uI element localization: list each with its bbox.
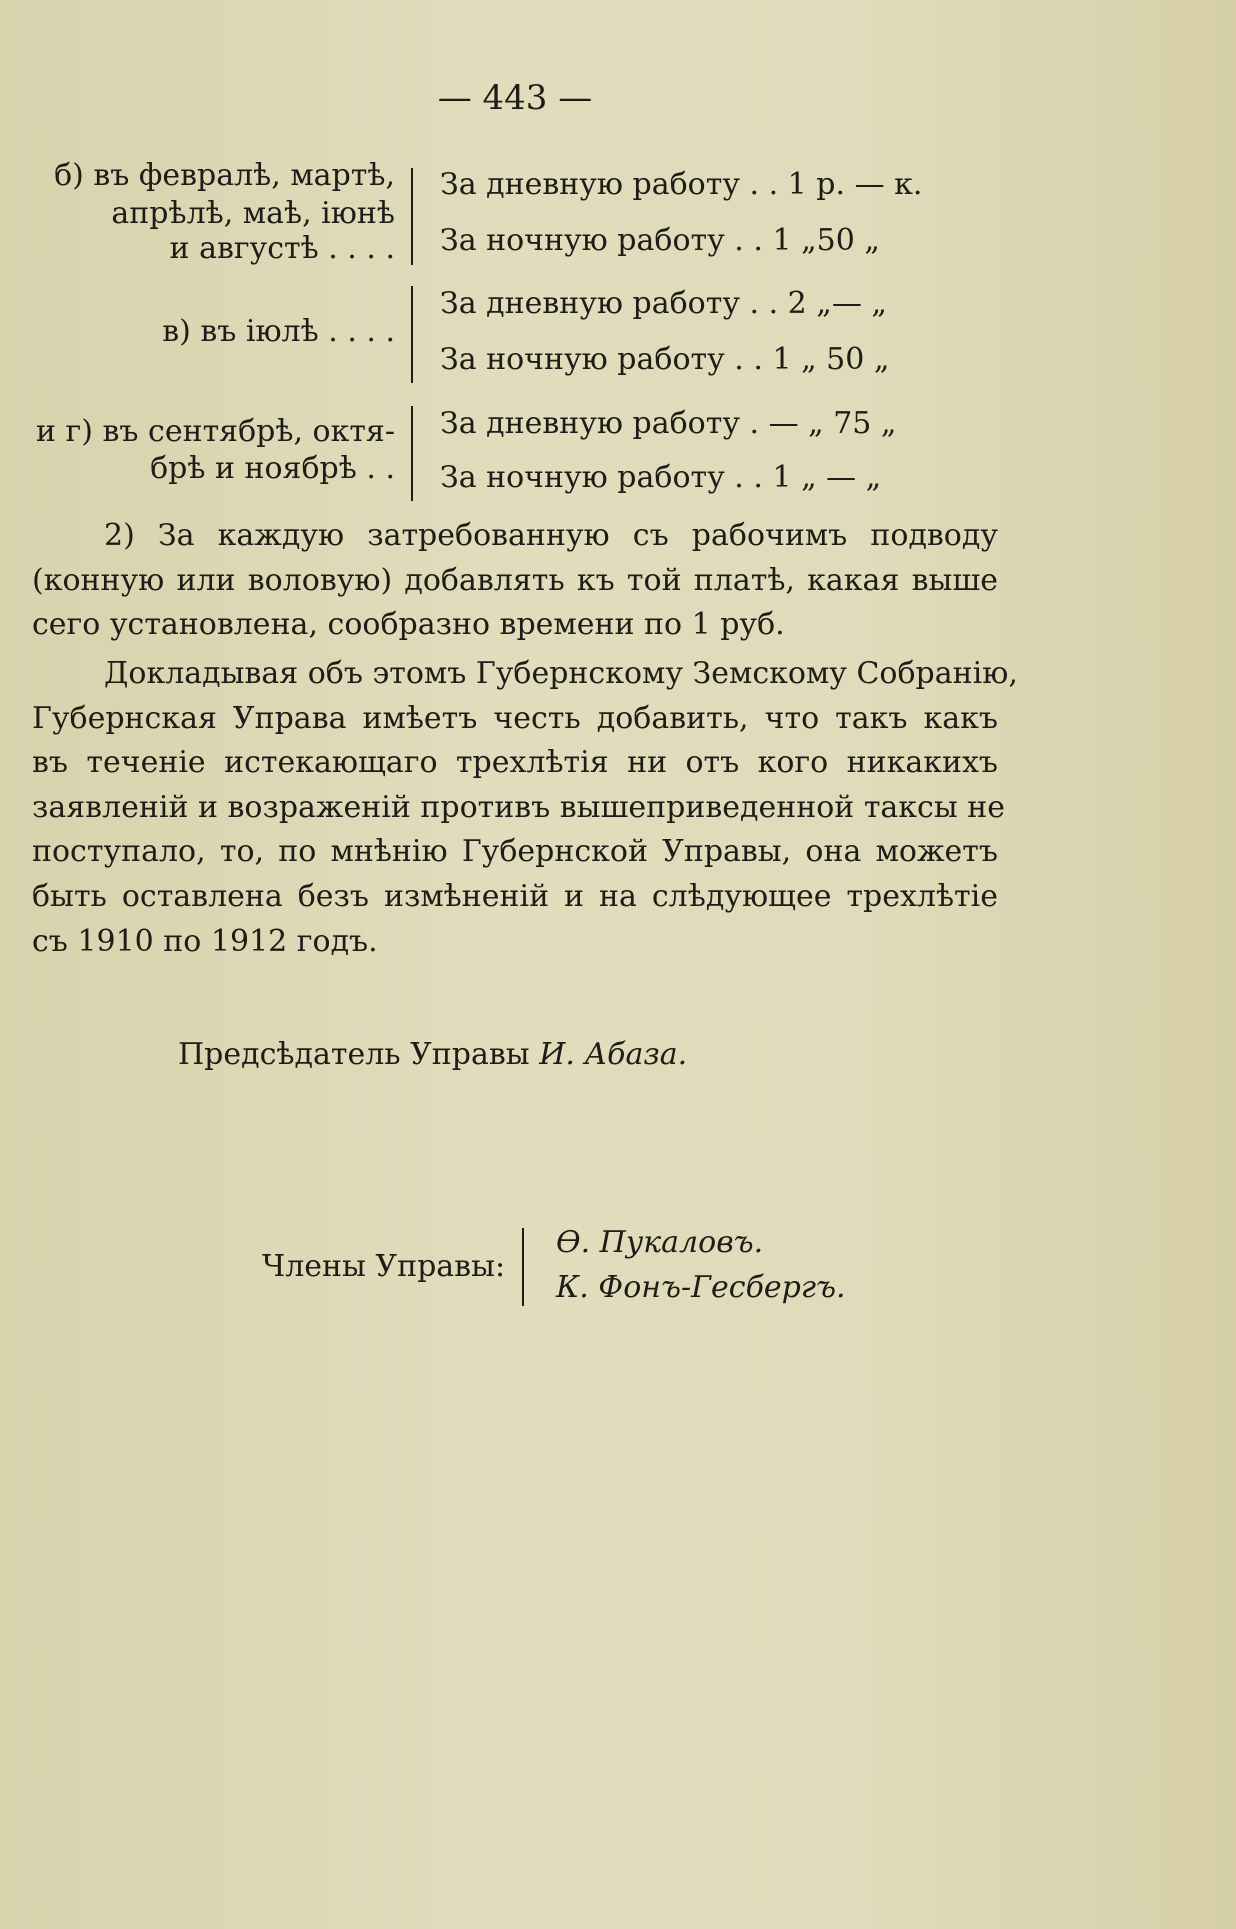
rate-row: За ночную работу . . 1 „50 „ bbox=[440, 223, 880, 258]
brace bbox=[411, 286, 421, 383]
rate-label-line: в) въ іюлѣ . . . . bbox=[162, 314, 395, 349]
members-title: Члены Управы: bbox=[262, 1249, 506, 1284]
text-line: поступало, то, по мнѣнію Губернской Управы, она можетъ bbox=[32, 834, 998, 870]
text-line: съ 1910 по 1912 годъ. bbox=[32, 923, 378, 959]
chairman-title: Предсѣдатель Управы bbox=[178, 1037, 530, 1072]
text-line: быть оставлена безъ измѣненій и на слѣдующее трехлѣтіе bbox=[32, 878, 998, 914]
page-number: — 443 — bbox=[437, 78, 593, 118]
text-line: заявленій и возраженій противъ вышеприведенной таксы не bbox=[32, 789, 1006, 825]
text-line: (конную или воловую) добавлять къ той платѣ, какая выше bbox=[32, 562, 998, 598]
rate-label-line: брѣ и ноябрѣ . . bbox=[150, 451, 395, 486]
rate-label-line: и августѣ . . . . bbox=[169, 231, 395, 266]
paragraph-2 bbox=[32, 514, 998, 648]
paragraph-3 bbox=[32, 652, 1018, 964]
brace bbox=[411, 168, 421, 265]
member-name: К. Фонъ-Гесбергъ. bbox=[556, 1270, 846, 1305]
rate-label-line: б) въ февралѣ, мартѣ, bbox=[54, 158, 395, 193]
rate-label-line: апрѣлѣ, маѣ, іюнѣ bbox=[111, 196, 395, 231]
text-line: Губернская Управа имѣетъ честь добавить, что такъ какъ bbox=[32, 700, 998, 736]
rate-row: За дневную работу . . 2 „— „ bbox=[440, 286, 887, 321]
rate-label-line: и г) въ сентябрѣ, октя- bbox=[36, 414, 395, 449]
brace bbox=[411, 406, 421, 501]
text-line: 2) За каждую затребованную съ рабочимъ подводу bbox=[104, 518, 998, 553]
text-line: Докладывая объ этомъ Губернскому Земскому Собранію, bbox=[104, 656, 1018, 691]
rate-row: За ночную работу . . 1 „ 50 „ bbox=[440, 342, 890, 377]
rate-row: За дневную работу . — „ 75 „ bbox=[440, 406, 897, 441]
chairman-name: И. Абаза. bbox=[539, 1037, 688, 1072]
text-line: сего установлена, сообразно времени по 1 руб. bbox=[32, 607, 785, 643]
text-line: въ теченіе истекающаго трехлѣтія ни отъ кого никакихъ bbox=[32, 745, 998, 781]
member-name: Ө. Пукаловъ. bbox=[556, 1225, 764, 1260]
chairman-signature bbox=[178, 1037, 687, 1072]
brace bbox=[522, 1228, 532, 1306]
rate-row: За дневную работу . . 1 р. — к. bbox=[440, 167, 923, 202]
rate-row: За ночную работу . . 1 „ — „ bbox=[440, 460, 882, 495]
